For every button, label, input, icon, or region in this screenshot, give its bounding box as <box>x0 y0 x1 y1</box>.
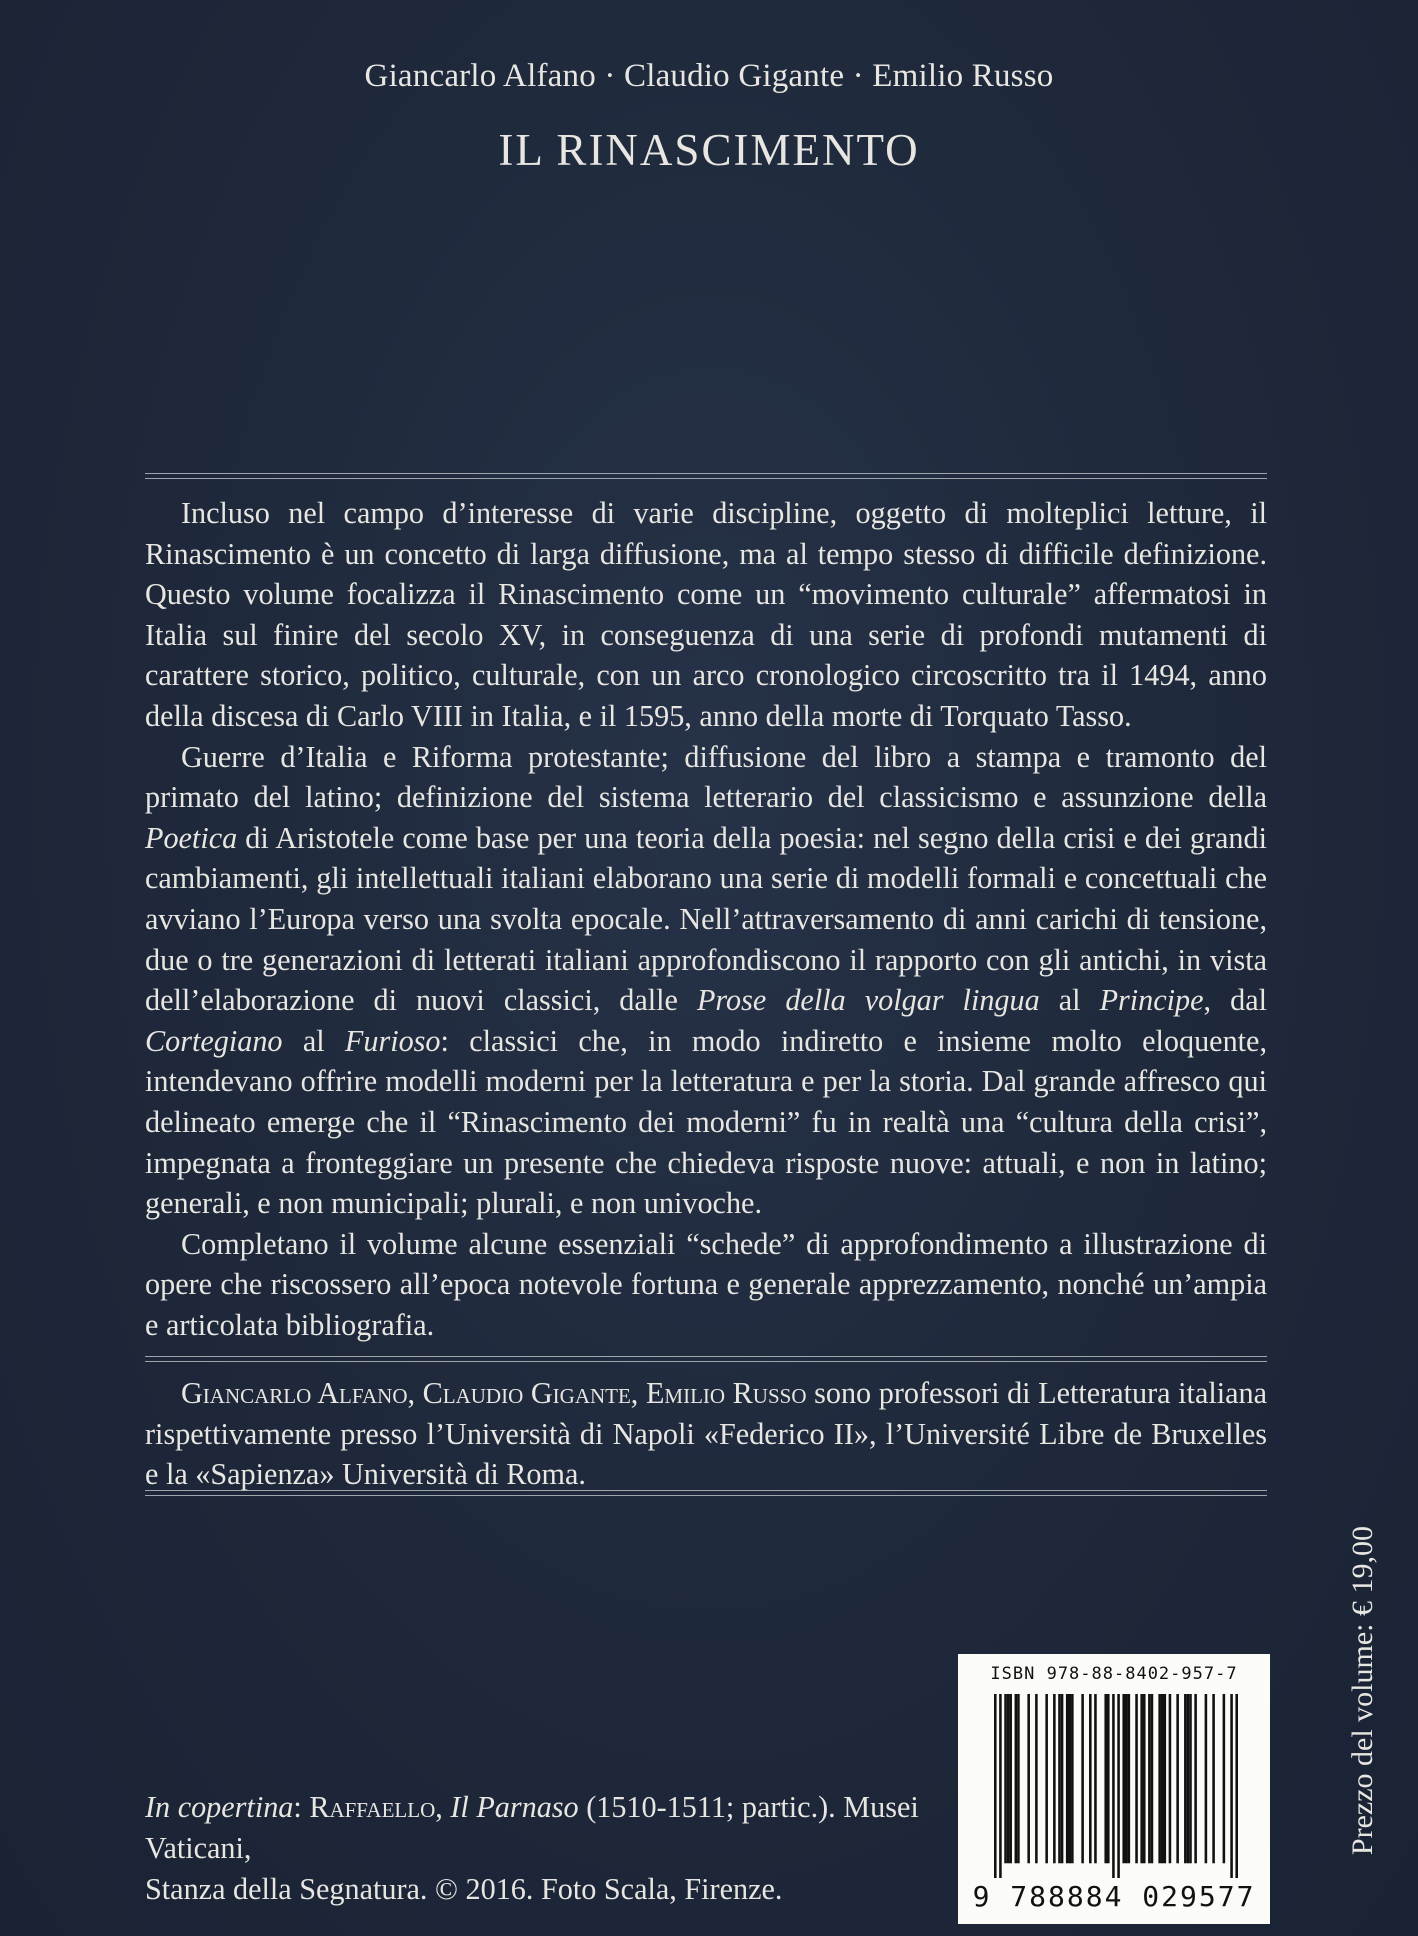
barcode-bar <box>1140 1694 1143 1863</box>
price-label: Prezzo del volume: € 19,00 <box>1346 1526 1379 1856</box>
barcode-bar <box>1117 1694 1120 1878</box>
barcode-bar <box>1061 1694 1064 1863</box>
barcode-bar <box>1009 1694 1012 1863</box>
barcode-bar <box>1148 1694 1151 1863</box>
barcode-bar <box>1104 1694 1107 1863</box>
barcode-bar <box>1015 1694 1018 1863</box>
barcode-bar <box>1045 1694 1048 1863</box>
barcode-bar <box>1094 1694 1097 1863</box>
barcode-bars <box>994 1694 1238 1878</box>
barcode-bar <box>1169 1694 1172 1863</box>
barcode-bar <box>1066 1694 1069 1863</box>
bio-names: Giancarlo Alfano, Claudio Gigante, Emilio Russo <box>181 1376 807 1410</box>
top-divider <box>145 473 1267 479</box>
barcode-bar <box>1125 1694 1128 1863</box>
blurb-paragraph-1: Incluso nel campo d’interesse di varie discipline, oggetto di molteplici letture, il Rinascimento è un concetto di larga diffusione, ma al tempo stesso di difficile definizione. Questo volume focalizza il Rinascimento come un “movimento culturale” affermatosi in Italia sul finire del secolo XV, in conseguenza di una serie di profondi mutamenti di carattere storico, politico, culturale, con un arco cronologico circoscritto tra il 1494, anno della discesa di Carlo VIII in Italia, e il 1595, anno della morte di Torquato Tasso. <box>145 496 1267 733</box>
barcode-bar <box>1223 1694 1226 1863</box>
barcode-bar <box>1128 1694 1131 1863</box>
barcode-bar <box>1158 1694 1161 1863</box>
middle-divider <box>145 1356 1267 1362</box>
barcode-bar <box>1035 1694 1038 1863</box>
cover-credit: In copertina: Raffaello, Il Parnaso (1510-1511; partic.). Musei Vaticani, Stanza della Segnatura. © 2016. Foto Scala, Firenze. <box>145 1790 919 1906</box>
barcode-bar <box>1194 1694 1197 1863</box>
isbn-label: ISBN 978-88-8402-957-7 <box>990 1664 1238 1684</box>
barcode-bar <box>1071 1694 1074 1863</box>
ean-digits: 9 788884 029577 <box>972 1880 1256 1913</box>
blurb-paragraph-3: Completano il volume alcune essenziali “schede” di approfondimento a illustrazione di opere che riscossero all’epoca notevole fortuna e generale apprezzamento, nonché un’ampia e articolata bibliografia. <box>145 1226 1267 1342</box>
barcode-bar <box>1205 1694 1208 1863</box>
barcode-bar <box>1151 1694 1154 1863</box>
barcode-bar <box>1007 1694 1010 1863</box>
book-title: IL RINASCIMENTO <box>498 125 920 175</box>
barcode-bar <box>994 1694 997 1878</box>
barcode-bar <box>1164 1694 1167 1863</box>
blurb-paragraph-2: Guerre d’Italia e Riforma protestante; diffusione del libro a stampa e tramonto del primato del latino; definizione del sistema letterario del classicismo e assunzione della Poetica di Aristotele come base per una teoria della poesia: nel segno della crisi e dei grandi cambiamenti, gli intellettuali italiani elaborano una serie di modelli formali e concettuali che avviano l’Europa verso una svolta epocale. Nell’attraversamento di anni carichi di tensione, due o tre generazioni di letterati italiani approfondiscono il rapporto con gli antichi, in vista dell’elaborazione di nuovi classici, dalle Prose della volgar lingua al Principe, dal Cortegiano al Furioso: classici che, in modo indiretto e insieme molto eloquente, intendevano offrire modelli moderni per la letteratura e per la storia. Dal grande affresco qui delineato emerge che il “Rinascimento dei moderni” fu in realtà una “cultura della crisi”, impegnata a fronteggiare un presente che chiedeva risposte nuove: attuali, e non in latino; generali, e non municipali; plurali, e non univoche. <box>145 739 1267 1221</box>
isbn-barcode <box>958 1654 1270 1924</box>
barcode-bar <box>1176 1694 1179 1863</box>
barcode-bar <box>1230 1694 1233 1878</box>
barcode-bar <box>999 1694 1002 1878</box>
barcode-bar <box>1184 1694 1187 1863</box>
barcode-bar <box>1112 1694 1115 1878</box>
barcode-bar <box>1027 1694 1030 1863</box>
barcode-bar <box>1004 1694 1007 1863</box>
barcode-bar <box>1122 1694 1125 1863</box>
bio-text: sono professori di Letteratura italiana rispettivamente presso l’Università di Napoli «Federico II», l’Université Libre de Bruxelles e la «Sapienza» Università di Roma. <box>145 1376 1268 1492</box>
barcode-bar <box>1081 1694 1084 1863</box>
blurb <box>145 493 1267 1345</box>
barcode-bar <box>1212 1694 1215 1863</box>
barcode-bar <box>1053 1694 1056 1863</box>
barcode-bar <box>1189 1694 1192 1863</box>
bottom-divider <box>145 1490 1267 1496</box>
barcode-bar <box>1058 1694 1061 1863</box>
authors-line: Giancarlo Alfano · Claudio Gigante · Emilio Russo <box>364 58 1054 94</box>
barcode-bar <box>1143 1694 1146 1863</box>
barcode-bar <box>1161 1694 1164 1863</box>
barcode-bar <box>1017 1694 1020 1863</box>
barcode-bar <box>1107 1694 1110 1863</box>
barcode-bar <box>1187 1694 1190 1863</box>
barcode-bar <box>1068 1694 1071 1863</box>
author-bio <box>145 1373 1267 1495</box>
barcode-bar <box>1235 1694 1238 1878</box>
barcode-bar <box>1135 1694 1138 1863</box>
barcode-bar <box>1089 1694 1092 1863</box>
